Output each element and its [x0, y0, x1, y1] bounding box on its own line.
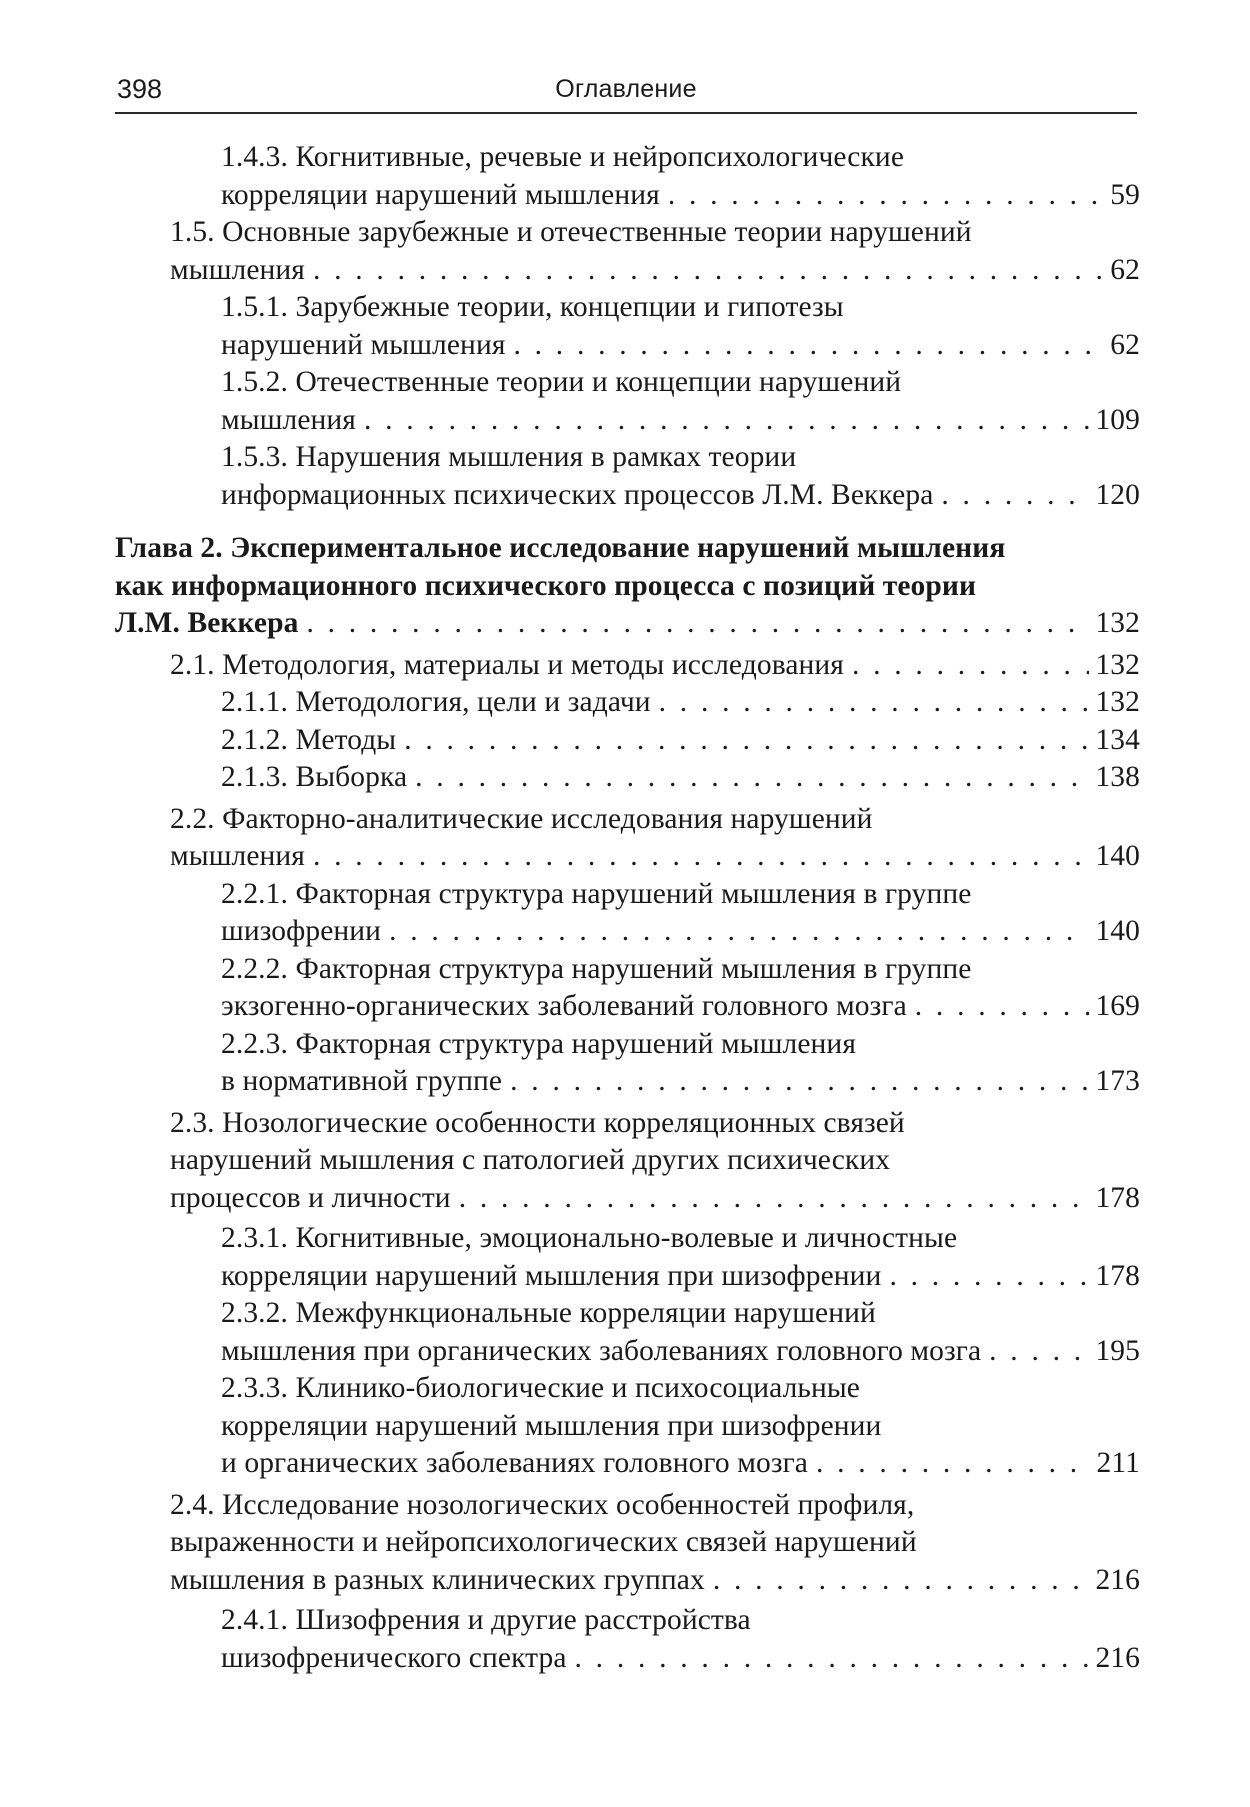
toc-entry-line: шизофренического спектра — [221, 1641, 567, 1674]
toc-entry-2-4-1[interactable] — [115, 1602, 1140, 1677]
toc-entry-line: нарушений мышления с патологией других психических — [170, 1144, 891, 1176]
toc-entry-line: 2.2.2. Факторная структура нарушений мышления в группе — [221, 952, 972, 985]
dot-leader — [510, 1063, 1089, 1101]
toc-entry-line: мышления — [170, 840, 305, 872]
toc-entry-line: 2.4. Исследование нозологических особенностей профиля, — [170, 1488, 915, 1521]
toc-entry-2-2-1[interactable] — [115, 876, 1140, 951]
toc-entry-line: экзогенно-органических заболеваний головного мозга — [221, 990, 907, 1022]
toc-entry-line: 1.5.2. Отечественные теории и концепции нарушений — [221, 366, 902, 398]
dot-leader — [659, 684, 1090, 722]
toc-entry-line: мышления — [221, 403, 356, 436]
toc-page-number: 132 — [1095, 648, 1140, 681]
toc-page-number: 134 — [1095, 723, 1140, 756]
dot-leader — [404, 722, 1089, 760]
table-of-contents — [115, 139, 1140, 1677]
toc-page-number: 195 — [1095, 1334, 1140, 1367]
toc-page-number: 120 — [1095, 478, 1140, 511]
toc-page-number: 132 — [1095, 607, 1140, 639]
toc-entry-line: и органических заболеваниях головного мозга — [221, 1447, 808, 1479]
dot-leader — [313, 252, 1104, 290]
toc-page-number: 140 — [1095, 840, 1140, 872]
dot-leader — [816, 1445, 1091, 1483]
toc-entry-2-3-2[interactable] — [115, 1295, 1140, 1370]
toc-entry-line: 1.5.3. Нарушения мышления в рамках теории — [221, 441, 797, 473]
toc-entry-line: корреляции нарушений мышления — [221, 178, 660, 211]
toc-entry-2-3-1[interactable] — [115, 1220, 1140, 1295]
toc-entry-1-5-1[interactable] — [115, 289, 1140, 364]
toc-page-number: 138 — [1095, 761, 1140, 793]
toc-entry-line: 2.4.1. Шизофрения и другие расстройства — [221, 1604, 751, 1636]
toc-page-number: 216 — [1095, 1641, 1140, 1674]
section-title: Оглавление — [555, 75, 697, 103]
toc-entry-line: 1.5. Основные зарубежные и отечественные теории нарушений — [170, 216, 972, 248]
toc-entry-line: в нормативной группе — [221, 1065, 503, 1097]
toc-page-number: 211 — [1096, 1447, 1140, 1479]
toc-page-number: 62 — [1110, 253, 1140, 286]
toc-entry-line: информационных психических процессов Л.М. Веккера — [221, 478, 934, 511]
toc-entry-line: 2.3.1. Когнитивные, эмоционально-волевые и личностные — [221, 1222, 958, 1254]
running-head — [115, 70, 1137, 114]
toc-entry-2-2-3[interactable] — [115, 1026, 1140, 1101]
toc-entry-line: 2.3.3. Клинико-биологические и психосоциальные — [221, 1372, 860, 1404]
toc-page-number: 216 — [1095, 1563, 1140, 1596]
toc-entry-chapter-2[interactable] — [115, 530, 1140, 643]
dot-leader — [941, 477, 1089, 515]
toc-entry-2-1[interactable] — [115, 647, 1140, 685]
toc-entry-line: 2.2. Факторно-аналитические исследования нарушений — [170, 802, 873, 835]
toc-entry-2-3-3[interactable] — [115, 1370, 1140, 1483]
dot-leader — [713, 1562, 1090, 1600]
toc-entry-line: 2.2.1. Факторная структура нарушений мышления в группе — [221, 877, 972, 910]
toc-page-number: 62 — [1110, 328, 1140, 361]
toc-entry-2-2[interactable] — [115, 801, 1140, 876]
toc-entry-2-1-2[interactable] — [115, 722, 1140, 760]
toc-entry-line: выраженности и нейропсихологических связей нарушений — [170, 1526, 917, 1558]
toc-entry-2-2-2[interactable] — [115, 951, 1140, 1026]
dot-leader — [364, 402, 1089, 440]
toc-entry-line: 2.1.3. Выборка — [221, 761, 408, 793]
toc-entry-line: нарушений мышления — [221, 328, 506, 361]
toc-entry-1-5[interactable] — [115, 214, 1140, 289]
toc-entry-line: 2.1.1. Методология, цели и задачи — [221, 686, 651, 718]
toc-entry-line: мышления в разных клинических группах — [170, 1563, 705, 1596]
toc-entry-line: мышления — [170, 253, 305, 286]
toc-entry-line: 2.2.3. Факторная структура нарушений мышления — [221, 1027, 856, 1060]
toc-entry-line: 2.1.2. Методы — [221, 723, 397, 756]
dot-leader — [514, 327, 1105, 365]
toc-page-number: 140 — [1095, 915, 1140, 947]
toc-entry-line: 2.3.2. Межфункциональные корреляции нарушений — [221, 1297, 876, 1329]
toc-entry-1-5-3[interactable] — [115, 439, 1140, 514]
toc-entry-line: Глава 2. Экспериментальное исследование нарушений мышления — [115, 532, 1006, 564]
toc-page-number: 109 — [1095, 403, 1140, 436]
dot-leader — [459, 1180, 1090, 1218]
dot-leader — [889, 1258, 1089, 1296]
toc-entry-line: 1.5.1. Зарубежные теории, концепции и гипотезы — [221, 291, 844, 323]
dot-leader — [668, 177, 1104, 215]
toc-page-number: 169 — [1095, 990, 1140, 1022]
toc-entry-1-4-3[interactable] — [115, 139, 1140, 214]
dot-leader — [306, 605, 1089, 643]
toc-page-number: 178 — [1095, 1259, 1140, 1292]
page-number: 398 — [117, 74, 163, 104]
dot-leader — [389, 913, 1089, 951]
toc-entry-line: корреляции нарушений мышления при шизофрении — [221, 1409, 882, 1442]
toc-entry-line: Л.М. Веккера — [115, 607, 299, 639]
dot-leader — [989, 1333, 1089, 1371]
toc-entry-line: 2.1. Методология, материалы и методы исследования — [170, 648, 844, 681]
toc-entry-line: мышления при органических заболеваниях головного мозга — [221, 1334, 982, 1367]
toc-page-number: 173 — [1095, 1065, 1140, 1097]
toc-entry-line: шизофрении — [221, 915, 382, 947]
toc-entry-2-3[interactable] — [115, 1105, 1140, 1218]
dot-leader — [415, 759, 1089, 797]
dot-leader — [852, 647, 1089, 685]
toc-entry-line: 1.4.3. Когнитивные, речевые и нейропсихологические — [221, 141, 905, 173]
dot-leader — [575, 1640, 1090, 1678]
toc-entry-line: процессов и личности — [170, 1181, 451, 1214]
dot-leader — [915, 988, 1090, 1026]
toc-page-number: 178 — [1095, 1181, 1140, 1214]
toc-entry-line: как информационного психического процесса с позиций теории — [115, 569, 977, 602]
toc-entry-2-4[interactable] — [115, 1487, 1140, 1600]
toc-page-number: 132 — [1095, 686, 1140, 718]
toc-entry-line: корреляции нарушений мышления при шизофрении — [221, 1259, 882, 1292]
toc-entry-1-5-2[interactable] — [115, 364, 1140, 439]
toc-page-number: 59 — [1110, 178, 1140, 211]
toc-entry-2-1-1[interactable] — [115, 684, 1140, 722]
dot-leader — [313, 838, 1089, 876]
toc-entry-2-1-3[interactable] — [115, 759, 1140, 797]
toc-entry-line: 2.3. Нозологические особенности корреляционных связей — [170, 1106, 905, 1139]
